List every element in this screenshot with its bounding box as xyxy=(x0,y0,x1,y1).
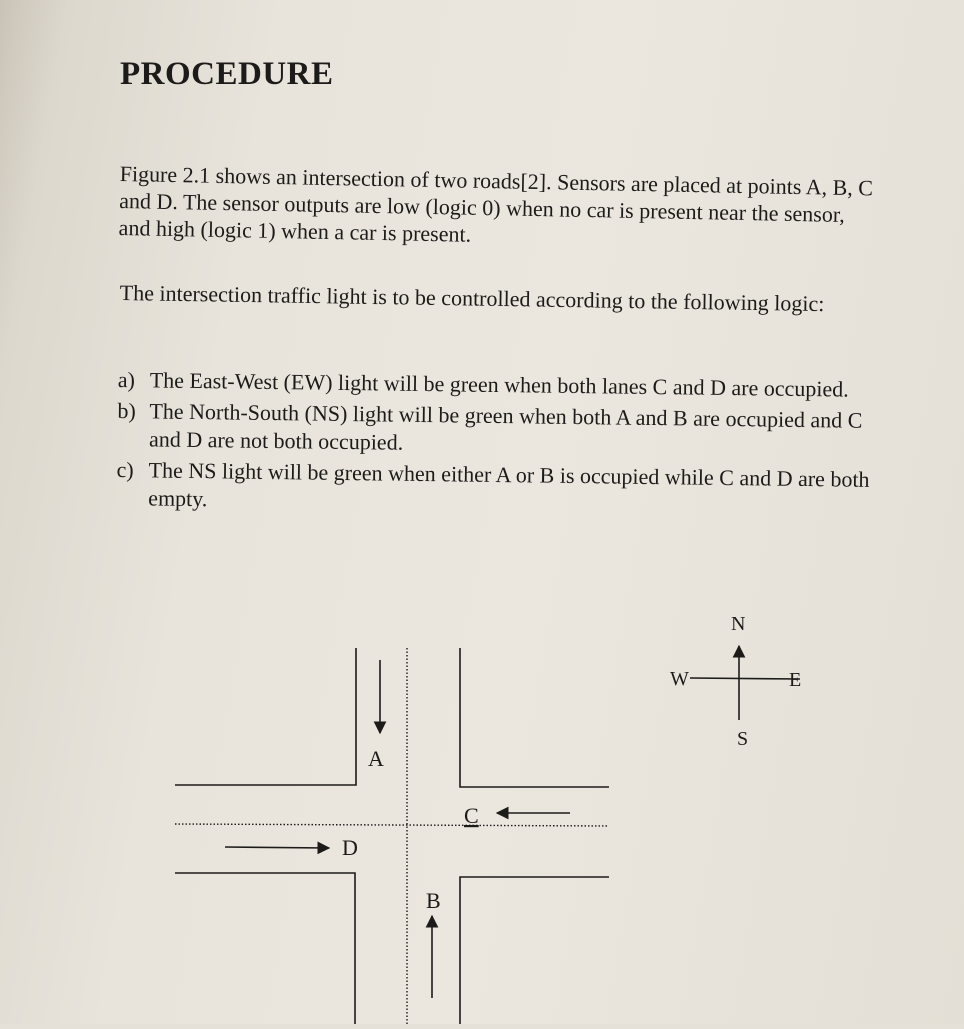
compass-east-west-line xyxy=(690,678,800,679)
sensor-label-a: A xyxy=(368,746,384,771)
compass-west: W xyxy=(670,668,689,690)
compass-south: S xyxy=(737,728,749,750)
rule-label: b) xyxy=(117,397,136,424)
list-item xyxy=(117,397,878,463)
sensor-label-d: D xyxy=(342,835,358,860)
logic-intro-paragraph: The intersection traffic light is to be controlled according to the following logic: xyxy=(119,279,825,317)
intro-paragraph: Figure 2.1 shows an intersection of two roads[2]. Sensors are placed at points A, B, C and D. The sensor outputs are low (logic 0) when no car is present near the sensor, and high (logic 1) when a car is present. xyxy=(118,160,874,247)
road-edge-bottom-right xyxy=(460,877,609,1024)
procedure-heading: PROCEDURE xyxy=(120,56,334,92)
center-lines xyxy=(175,648,609,1024)
road-edge-top-right xyxy=(460,648,609,787)
list-item xyxy=(116,456,877,522)
rule-label: c) xyxy=(116,456,134,483)
rule-text: The NS light will be green when either A or B is occupied while C and D are both empty. xyxy=(148,457,870,512)
rule-label: a) xyxy=(117,366,136,393)
sensor-label-c: C xyxy=(464,803,479,828)
sensor-label-b: B xyxy=(426,888,441,913)
compass-east: E xyxy=(789,669,802,691)
compass-north: N xyxy=(731,613,746,635)
center-line-horizontal xyxy=(175,824,609,826)
lane-arrows xyxy=(225,660,570,998)
road-edge-bottom-left xyxy=(175,873,355,1024)
logic-rules-list xyxy=(116,366,878,525)
compass xyxy=(670,613,801,750)
rule-text: The North-South (NS) light will be green when both A and B are occupied and C and D are not both occupied. xyxy=(148,398,863,455)
rule-text: The East-West (EW) light will be green when both lanes C and D are occupied. xyxy=(149,367,849,402)
intersection-figure xyxy=(0,560,964,1024)
road-edge-top-left xyxy=(175,648,356,785)
arrow-right-d xyxy=(225,847,329,848)
road-edges xyxy=(175,648,609,1024)
intersection-diagram xyxy=(0,560,964,1024)
